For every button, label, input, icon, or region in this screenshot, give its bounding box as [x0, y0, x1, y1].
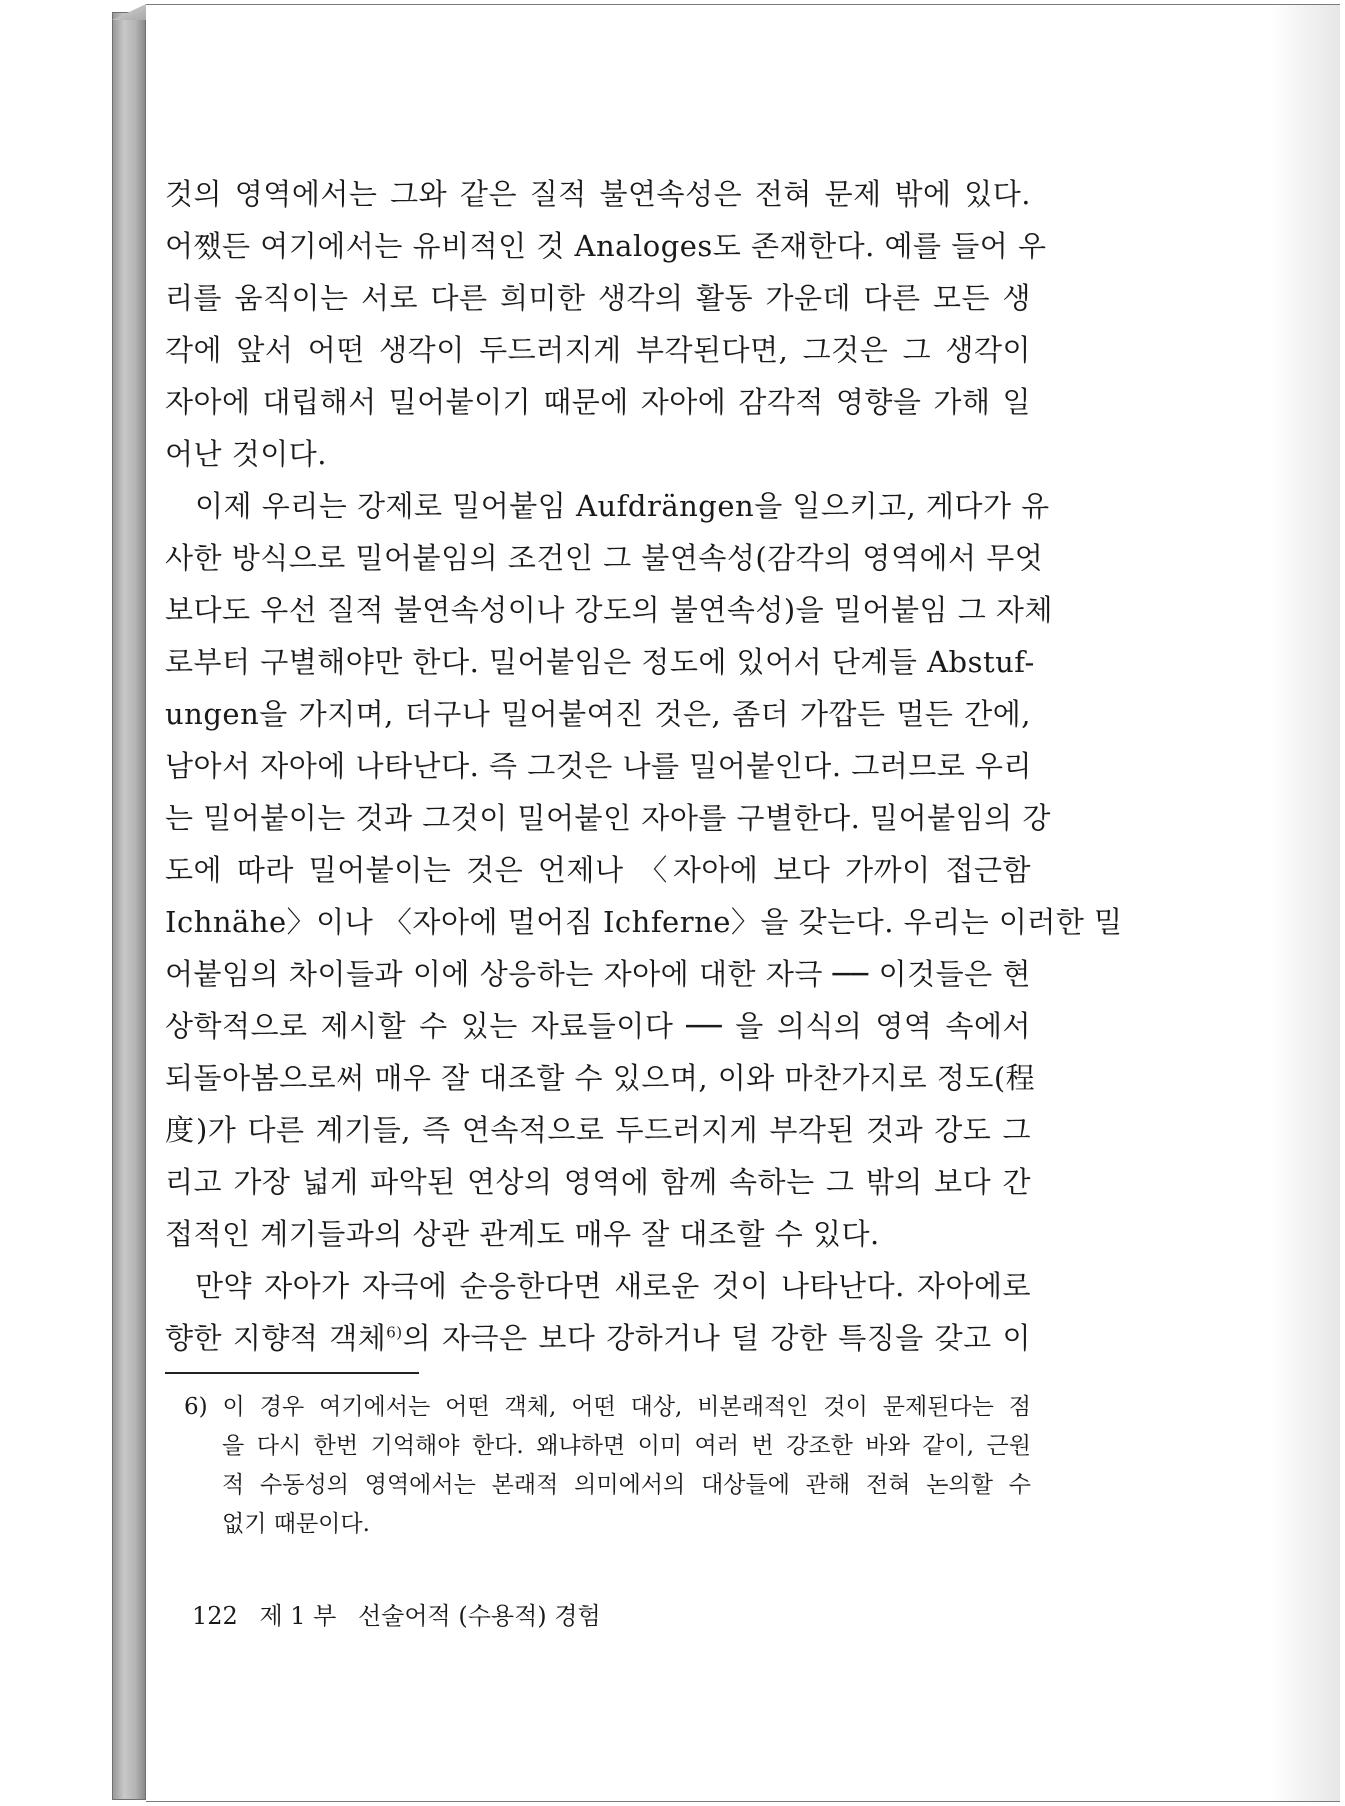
body-line: 각에 앞서 어떤 생각이 두드러지게 부각된다면, 그것은 그 생각이: [165, 333, 1031, 367]
body-line: 어난 것이다.: [165, 437, 328, 471]
body-line: 리를 움직이는 서로 다른 희미한 생각의 활동 가운데 다른 모든 생: [165, 281, 1031, 315]
book-page-edge: [112, 12, 146, 1800]
page-gutter-shadow: [1270, 5, 1340, 1801]
footnote-line: 없기 때문이다.: [222, 1511, 370, 1537]
body-line: 는 밀어붙이는 것과 그것이 밀어붙인 자아를 구별한다. 밀어붙임의 강: [165, 801, 1051, 835]
footnote-reference[interactable]: 6): [386, 1323, 403, 1342]
body-line: 남아서 자아에 나타난다. 즉 그것은 나를 밀어붙인다. 그러므로 우리: [165, 749, 1033, 783]
body-line: 보다도 우선 질적 불연속성이나 강도의 불연속성)을 밀어붙임 그 자체: [165, 593, 1053, 627]
footnote-divider: [165, 1372, 419, 1374]
footnote-line: 6) 이 경우 여기에서는 어떤 객체, 어떤 대상, 비본래적인 것이 문제된다는 점: [184, 1394, 1031, 1420]
body-line: Ichnähe〉이나 〈자아에 멀어짐 Ichferne〉을 갖는다. 우리는 이러한 밀: [165, 905, 1123, 939]
body-line: 만약 자아가 자극에 순응한다면 새로운 것이 나타난다. 자아에로: [195, 1269, 1031, 1303]
footnote-line: 적 수동성의 영역에서는 본래적 의미에서의 대상들에 관해 전혀 논의할 수: [222, 1472, 1031, 1498]
footnote: [184, 1388, 1031, 1544]
body-line: ungen을 가지며, 더구나 밀어붙여진 것은, 좀더 가깝든 멀든 간에,: [165, 697, 1031, 731]
body-line: 어붙임의 차이들과 이에 상응하는 자아에 대한 자극 ── 이것들은 현: [165, 957, 1031, 991]
footnote-line: 을 다시 한번 기억해야 한다. 왜냐하면 이미 여러 번 강조한 바와 같이, 근원: [222, 1433, 1031, 1459]
body-line: 어쨌든 여기에서는 유비적인 것 Analoges도 존재한다. 예를 들어 우: [165, 229, 1047, 263]
body-line-with-footnote-ref: [165, 1312, 1031, 1364]
page-number: 122: [192, 1602, 238, 1630]
body-line: 度)가 다른 계기들, 즉 연속적으로 두드러지게 부각된 것과 강도 그: [165, 1113, 1031, 1147]
body-line: 사한 방식으로 밀어붙임의 조건인 그 불연속성(감각의 영역에서 무엇: [165, 541, 1044, 575]
body-text: [165, 168, 1123, 1364]
page-footer: [192, 1596, 615, 1636]
running-title: 선술어적 (수용적) 경험: [358, 1602, 601, 1630]
body-line: 로부터 구별해야만 한다. 밀어붙임은 정도에 있어서 단계들 Abstuf-: [165, 645, 1035, 679]
body-line: 도에 따라 밀어붙이는 것은 언제나 〈자아에 보다 가까이 접근함: [165, 853, 1031, 887]
body-line: 리고 가장 넓게 파악된 연상의 영역에 함께 속하는 그 밖의 보다 간: [165, 1165, 1031, 1199]
body-line: 접적인 계기들과의 상관 관계도 매우 잘 대조할 수 있다.: [165, 1217, 880, 1251]
body-line: 것의 영역에서는 그와 같은 질적 불연속성은 전혀 문제 밖에 있다.: [165, 177, 1031, 211]
body-line: 자아에 대립해서 밀어붙이기 때문에 자아에 감각적 영향을 가해 일: [165, 385, 1031, 419]
body-line: 되돌아봄으로써 매우 잘 대조할 수 있으며, 이와 마찬가지로 정도(程: [165, 1061, 1036, 1095]
body-line-segment: 향한 지향적 객체: [165, 1321, 387, 1355]
part-label: 제 1 부: [259, 1602, 337, 1630]
body-line: 이제 우리는 강제로 밀어붙임 Aufdrängen을 일으키고, 게다가 유: [195, 489, 1050, 523]
body-line-segment: 의 자극은 보다 강하거나 덜 강한 특징을 갖고 이: [402, 1321, 1031, 1355]
body-line: 상학적으로 제시할 수 있는 자료들이다 ── 을 의식의 영역 속에서: [165, 1009, 1031, 1043]
